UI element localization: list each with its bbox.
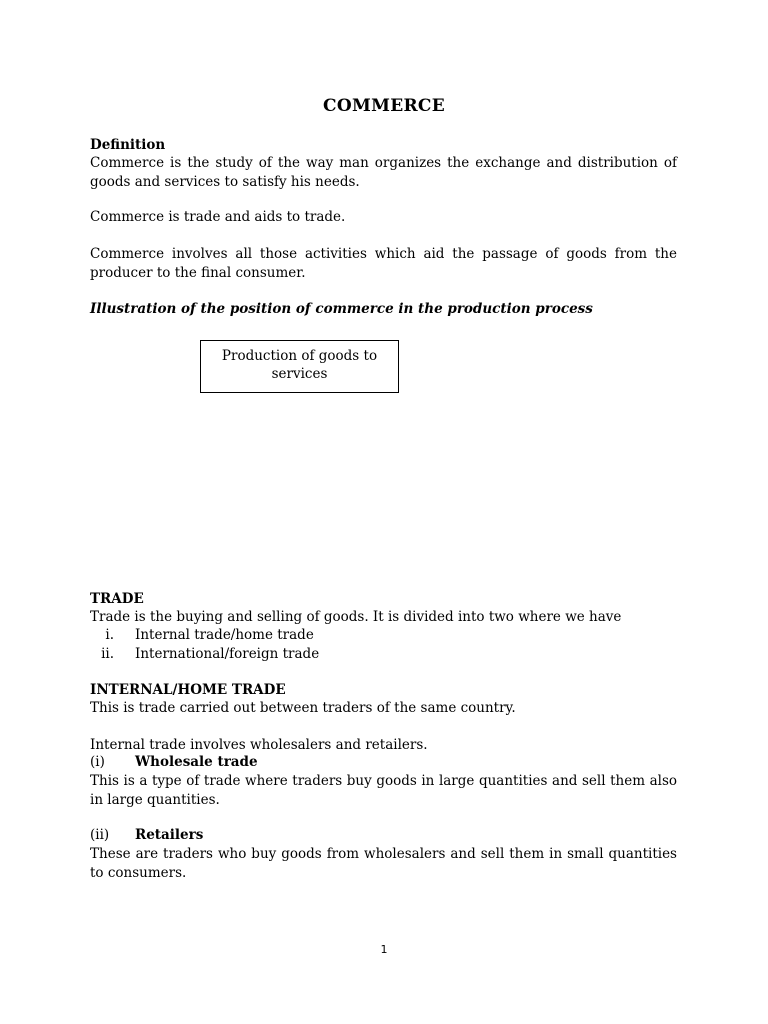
list-item-text: Internal trade/home trade	[135, 627, 314, 643]
internal-involves-paragraph: Internal trade involves wholesalers and retailers.	[90, 737, 428, 753]
retailers-heading: Retailers	[135, 827, 204, 843]
definition-paragraph: Commerce is the study of the way man organizes the exchange and distribution of goods and services to satisfy his needs.	[90, 155, 677, 190]
wholesale-number: (i)	[90, 754, 105, 770]
trade-heading: TRADE	[90, 591, 144, 607]
definition-heading: Definition	[90, 137, 166, 153]
list-item-number: i.	[105, 627, 114, 643]
list-item-number: ii.	[101, 646, 114, 662]
list-item-text: International/foreign trade	[135, 646, 320, 662]
activities-paragraph: Commerce involves all those activities which aid the passage of goods from the producer to the final consumer.	[90, 246, 677, 281]
page-number: 1	[380, 943, 388, 956]
retailers-paragraph: These are traders who buy goods from wholesalers and sell them in small quantities to consumers.	[90, 846, 677, 881]
wholesale-paragraph: This is a type of trade where traders buy goods in large quantities and sell them also in large quantities.	[90, 773, 677, 808]
wholesale-heading: Wholesale trade	[135, 754, 258, 770]
diagram-box-line2: services	[271, 366, 328, 382]
retailers-number: (ii)	[90, 827, 110, 843]
page-title: COMMERCE	[323, 96, 445, 116]
internal-trade-paragraph: This is trade carried out between traders of the same country.	[90, 700, 516, 716]
trade-paragraph: Trade is the buying and selling of goods. It is divided into two where we have	[90, 609, 622, 625]
illustration-heading: Illustration of the position of commerce in the production process	[90, 301, 593, 317]
trade-aids-paragraph: Commerce is trade and aids to trade.	[90, 209, 346, 225]
production-diagram-box	[200, 340, 399, 393]
internal-trade-heading: INTERNAL/HOME TRADE	[90, 682, 286, 698]
diagram-box-line1: Production of goods to	[221, 348, 378, 364]
